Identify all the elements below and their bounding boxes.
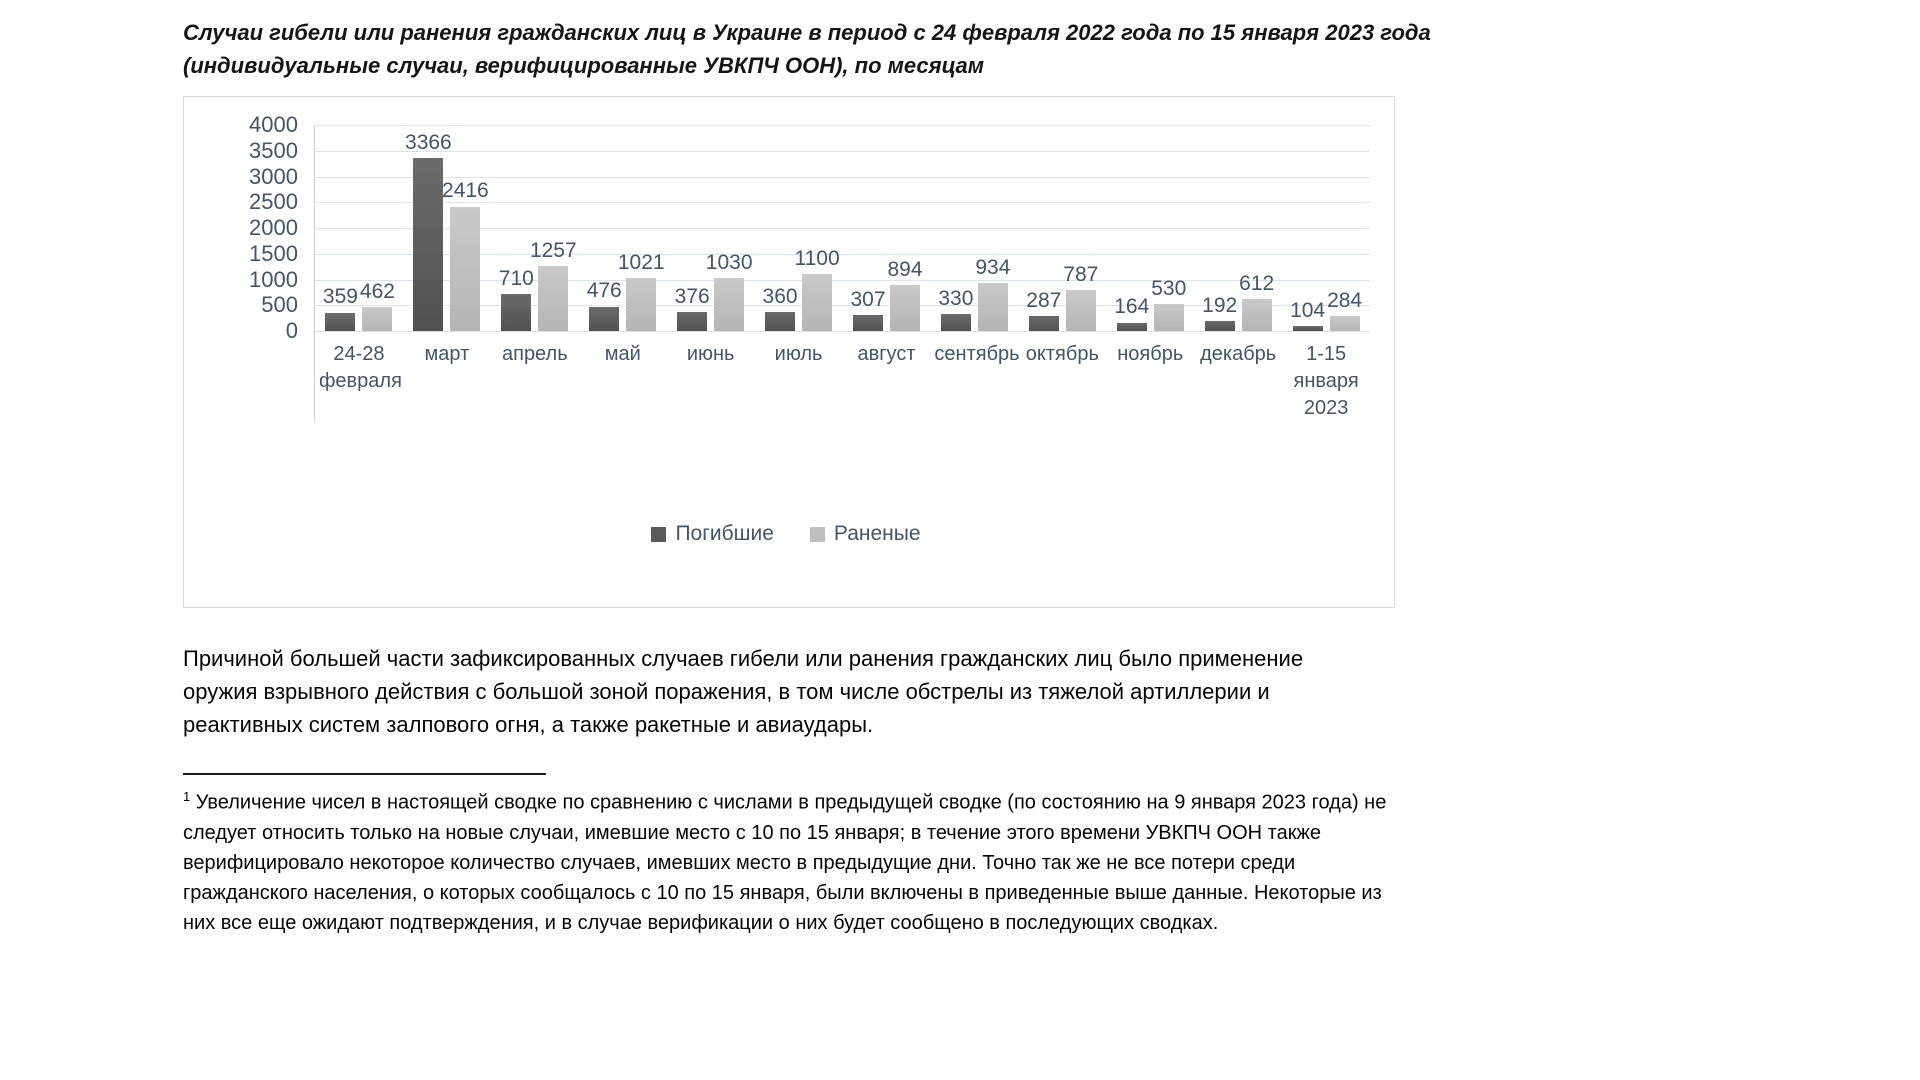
bar-Раненые: [1327, 289, 1363, 331]
y-tick-label: 1500: [249, 240, 298, 266]
y-tick-label: 4000: [249, 112, 298, 137]
data-label: 284: [1327, 289, 1363, 313]
x-tick-label: декабрь: [1200, 343, 1277, 365]
data-label: 1257: [529, 239, 577, 263]
data-label: 287: [1026, 289, 1062, 313]
bar-Погибшие: [762, 285, 798, 331]
x-axis-labels: [315, 341, 1370, 422]
chart-plot-row: [202, 112, 1370, 422]
y-tick-label: 3000: [249, 163, 298, 189]
page-content: [183, 16, 1563, 938]
data-label: 192: [1202, 294, 1238, 318]
chart-frame: [183, 96, 1395, 608]
data-label: 3366: [405, 130, 452, 154]
bar-Погибшие: [674, 284, 710, 331]
x-tick-label: октябрь: [1025, 343, 1099, 365]
x-tick-label: апрель: [501, 343, 568, 365]
footnote-separator: [183, 773, 546, 775]
data-label: 307: [850, 288, 886, 312]
bar-Раненые: [975, 255, 1011, 331]
bar-Раненые: [887, 257, 923, 331]
chart-legend: [202, 522, 1370, 546]
data-label: 164: [1114, 295, 1150, 319]
data-label: 462: [359, 280, 395, 304]
data-label: 104: [1290, 298, 1326, 322]
legend-label: Раненые: [833, 522, 921, 545]
body-paragraph: Причиной большей части зафиксированных случаев гибели или ранения гражданских лиц было применение оружия взрывного действия с большой зоной поражения, в том числе обстрелы из тяжелой артиллерии и реактивных систем залпового огня, а также ракетные и авиаудары.: [183, 646, 1304, 737]
bar-group: [315, 125, 403, 331]
bar-Раненые: [442, 179, 489, 331]
data-label: 330: [938, 286, 974, 310]
chart-title: Случаи гибели или ранения гражданских лиц в Украине в период с 24 февраля 2022 года по 15 января 2023 года (индивидуальные случаи, верифицированные УВКПЧ ООН), по месяцам: [183, 20, 1431, 78]
x-tick-label: июнь: [686, 343, 735, 365]
footnote: [183, 787, 1418, 938]
legend-item-Погибшие: [651, 522, 773, 546]
bar-Раненые: [705, 250, 753, 331]
data-label: 710: [498, 267, 534, 291]
x-tick-label: июль: [774, 343, 823, 365]
y-tick-label: 0: [285, 318, 298, 343]
data-label: 934: [975, 255, 1011, 279]
data-label: 787: [1063, 263, 1099, 287]
data-label: 476: [586, 279, 622, 303]
bar-Погибшие: [498, 267, 534, 331]
bar-group: [1194, 125, 1282, 331]
bar-Погибшие: [1026, 289, 1062, 331]
data-label: 612: [1239, 272, 1275, 296]
y-tick-label: 2000: [249, 215, 298, 240]
bar-Раненые: [529, 239, 577, 331]
data-label: 376: [674, 284, 710, 308]
bar-group: [1018, 125, 1106, 331]
y-tick-label: 500: [261, 292, 298, 318]
legend-swatch-icon: [651, 527, 666, 542]
bar-group: [491, 125, 579, 331]
y-tick-label: 2500: [249, 189, 298, 215]
bar-group: [667, 125, 755, 331]
plot-area: [314, 125, 1370, 422]
x-tick-label: ноябрь: [1117, 343, 1184, 365]
bar-Раненые: [794, 247, 840, 331]
bar-Погибшие: [1290, 298, 1326, 331]
bar-Погибшие: [586, 279, 622, 332]
bar-group: [755, 125, 843, 331]
footnote-marker: 1: [183, 789, 191, 804]
y-tick-label: 1000: [249, 266, 298, 292]
legend-swatch-icon: [810, 527, 825, 542]
bar-group: [1106, 125, 1194, 331]
data-label: 360: [762, 285, 798, 309]
footnote-text: Увеличение чисел в настоящей сводке по сравнению с числами в предыдущей сводке (по состоянию на 9 января 2023 года) не следует относить только на новые случаи, имевшие место с 10 по 15 января; в течение этого времени УВКПЧ ООН также верифицировало некоторое количество случаев, имевших место в предыдущие дни. Точно так же не все потери среди гражданского населения, о которых сообщалось с 10 по 15 января, были включены в приведенные выше данные. Некоторые из них все еще ожидают подтверждения, и в случае верификации о них будет сообщено в последующих сводках.: [183, 791, 1387, 934]
bar-Погибшие: [1114, 295, 1150, 331]
bar-Раненые: [1239, 272, 1275, 331]
data-label: 1021: [617, 251, 665, 275]
x-tick-label: 24-28 февраля: [318, 343, 402, 392]
gridline: [315, 331, 1370, 332]
bar-Погибшие: [1202, 294, 1238, 331]
data-label: 359: [322, 285, 358, 309]
bar-group: [843, 125, 931, 331]
y-axis: [202, 112, 314, 343]
x-tick-label: май: [604, 343, 641, 365]
bar-group: [403, 125, 491, 331]
legend-item-Раненые: [810, 522, 921, 546]
bar-Погибшие: [405, 130, 452, 331]
bar-Погибшие: [938, 286, 974, 331]
bar-Раненые: [359, 280, 395, 331]
x-tick-label: март: [424, 343, 470, 365]
x-tick-label: сентябрь: [934, 343, 1020, 365]
data-label: 1030: [705, 250, 753, 274]
data-label: 894: [887, 257, 923, 281]
data-label: 1100: [794, 247, 840, 271]
y-tick-label: 3500: [249, 137, 298, 163]
bar-Раненые: [1063, 263, 1099, 331]
bar-Раненые: [1151, 276, 1187, 331]
legend-label: Погибшие: [675, 522, 774, 545]
x-tick-label: 1-15 января 2023: [1293, 343, 1359, 419]
data-label: 530: [1151, 276, 1187, 300]
bar-Погибшие: [850, 288, 886, 331]
x-tick-label: август: [857, 343, 916, 365]
bar-group: [930, 125, 1018, 331]
bar-Раненые: [617, 251, 665, 331]
bar-group: [1282, 125, 1370, 331]
data-label: 2416: [442, 179, 489, 203]
bar-group: [579, 125, 667, 331]
bar-Погибшие: [322, 285, 358, 331]
bar-groups: [315, 125, 1370, 331]
